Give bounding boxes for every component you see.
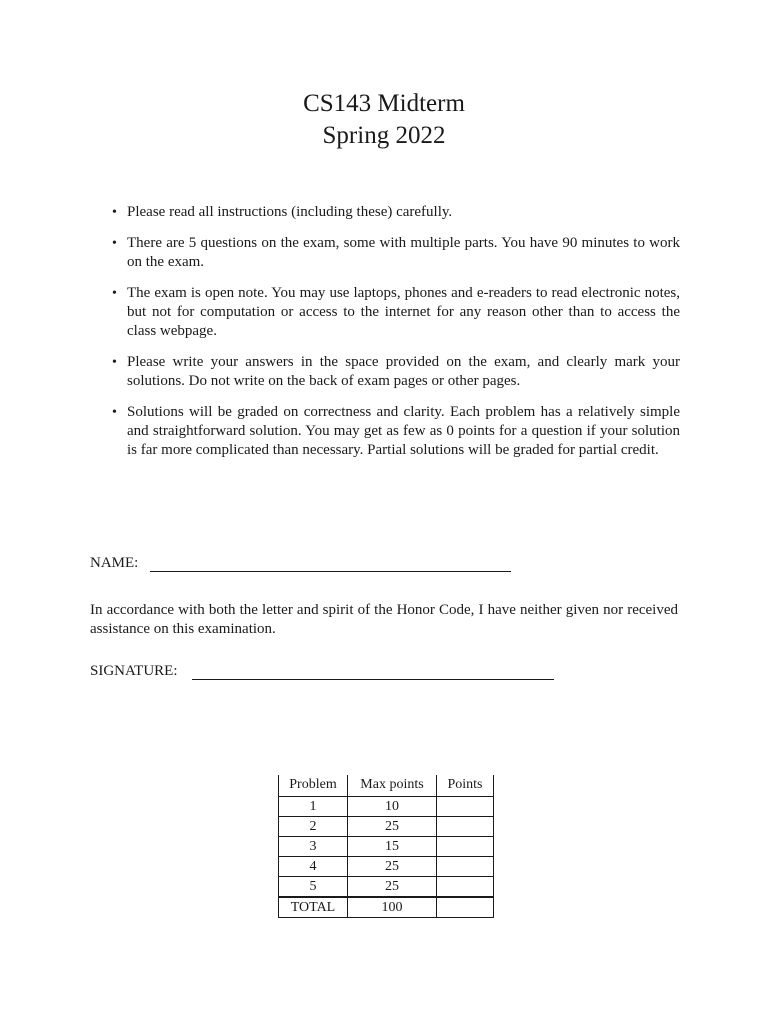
header-points: Points (437, 775, 494, 797)
table-row (279, 877, 494, 898)
total-max-points: 100 (348, 897, 437, 918)
max-points: 25 (348, 817, 437, 837)
signature-field[interactable] (192, 679, 554, 680)
instruction-text: Solutions will be graded on correctness and clarity. Each problem has a relatively simple and straightforward solution. You may get as few as 0 points for a question if your solution is far more complicated than necessary. Partial solutions will be graded for partial credit. (127, 404, 680, 458)
instruction-item (110, 203, 680, 222)
max-points: 15 (348, 837, 437, 857)
score-table-header (279, 775, 494, 797)
problem-number: 4 (279, 857, 348, 877)
bullet-icon: • (112, 205, 117, 220)
instruction-text: Please write your answers in the space provided on the exam, and clearly mark your solutions. Do not write on the back of exam pages or other pages. (127, 354, 680, 389)
instruction-item (110, 234, 680, 272)
points-cell[interactable] (437, 857, 494, 877)
header-max-points: Max points (348, 775, 437, 797)
total-points-cell[interactable] (437, 897, 494, 918)
instructions-list (110, 203, 680, 472)
instruction-item (110, 353, 680, 391)
instruction-item (110, 403, 680, 460)
total-row (279, 897, 494, 918)
max-points: 25 (348, 877, 437, 898)
table-row (279, 797, 494, 817)
points-cell[interactable] (437, 877, 494, 898)
exam-title: CS143 Midterm (303, 90, 465, 117)
bullet-icon: • (112, 236, 117, 251)
name-field[interactable] (150, 571, 511, 572)
signature-label: SIGNATURE: (90, 663, 178, 679)
points-cell[interactable] (437, 817, 494, 837)
exam-term: Spring 2022 (322, 122, 446, 149)
bullet-icon: • (112, 355, 117, 370)
problem-number: 5 (279, 877, 348, 898)
honor-code-statement: In accordance with both the letter and spirit of the Honor Code, I have neither given nor received assistance on this examination. (90, 602, 678, 637)
bullet-icon: • (112, 405, 117, 420)
bullet-icon: • (112, 286, 117, 301)
max-points: 25 (348, 857, 437, 877)
points-cell[interactable] (437, 837, 494, 857)
table-row (279, 817, 494, 837)
problem-number: 2 (279, 817, 348, 837)
total-label: TOTAL (279, 897, 348, 918)
instruction-item (110, 284, 680, 341)
header-problem: Problem (279, 775, 348, 797)
table-row (279, 837, 494, 857)
max-points: 10 (348, 797, 437, 817)
instruction-text: The exam is open note. You may use laptops, phones and e-readers to read electronic notes, but not for computation or access to the internet for any reason other than to access the class webpage. (127, 285, 680, 339)
table-row (279, 857, 494, 877)
instruction-text: There are 5 questions on the exam, some with multiple parts. You have 90 minutes to work on the exam. (127, 235, 680, 270)
name-label: NAME: (90, 555, 139, 571)
score-table (278, 775, 494, 918)
points-cell[interactable] (437, 797, 494, 817)
problem-number: 3 (279, 837, 348, 857)
problem-number: 1 (279, 797, 348, 817)
instruction-text: Please read all instructions (including these) carefully. (127, 204, 453, 220)
